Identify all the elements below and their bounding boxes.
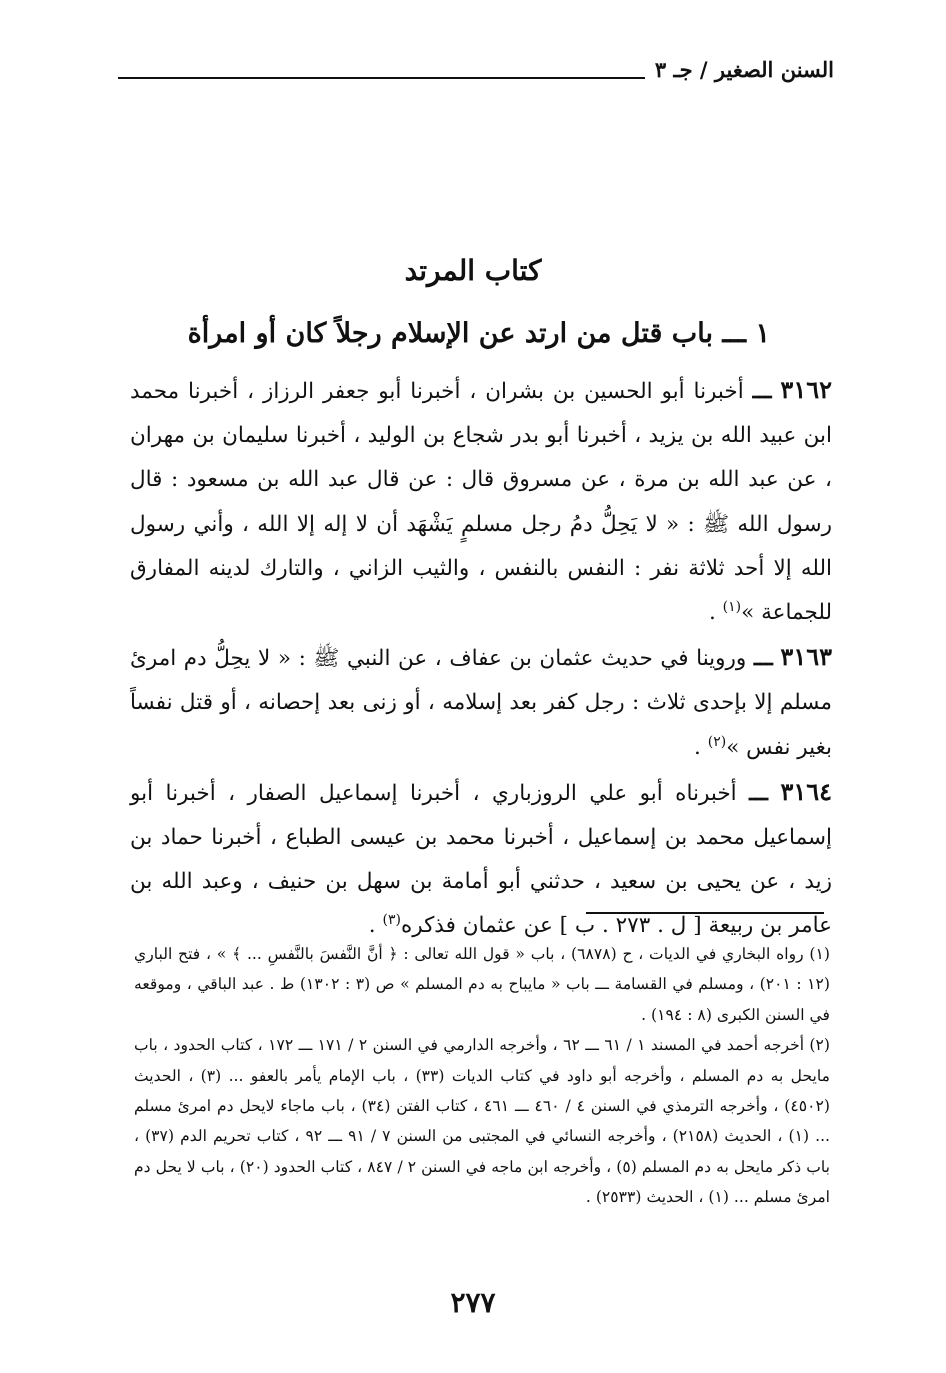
running-header: [118, 48, 834, 82]
hadith-number: ٣١٦٤: [780, 776, 833, 806]
page-number: ٢٧٧: [450, 1286, 496, 1319]
footnote-ref: (٢): [707, 733, 727, 750]
hadith-dash: ـــ: [749, 780, 768, 806]
chapter-title: ١ ـــ باب قتل من ارتد عن الإسلام رجلاً كان أو امرأة: [187, 318, 770, 349]
hadith-number: ٣١٦٢: [780, 375, 832, 404]
hadith-3162: ٣١٦٢ ـــ أخبرنا أبو الحسين بن بشران ، أخبرنا أبو جعفر الرزاز ، أخبرنا محمد ابن عبيد الله بن يزيد ، أخبرنا أبو بدر شجاع بن الوليد ، أخبرنا سليمان بن مهران ، عن عبد الله بن مرة ، عن مسروق قال : عن قال عبد الله بن مسعود : قال رسول الله ﷺ : « لا يَحِلُّ دمُ رجل مسلمٍ يَشْهَد أن لا إله إلا الله ، وأني رسول الله إلا أحد ثلاثة نفر : النفس بالنفس ، والثيب الزاني ، والتارك لدينه المفارق للجماعة »$^{(١)}$ .: [130, 375, 832, 626]
footnote-ref: (٣): [382, 912, 401, 929]
hadith-3164: ٣١٦٤ ـــ أخبرناه أبو علي الروزباري ، أخبرنا إسماعيل الصفار ، أخبرنا أبو إسماعيل محمد بن إسماعيل ، أخبرنا محمد بن عيسى الطباع ، أخبرنا حماد بن زيد ، عن يحيى بن سعيد ، حدثني أبو أمامة بن سهل بن حنيف ، وعبد الله بن عامر بن ربيعة [ ل . ٢٧٣ . ب ] عن عثمان فذكره$^{(٣)}$ .: [130, 776, 833, 939]
hadith-dash: ـــ: [753, 646, 773, 672]
footnotes: [134, 939, 830, 1213]
footnote-2: (٢) أخرجه أحمد في المسند ١ / ٦١ ـــ ٦٢ ، وأخرجه الدارمي في السنن ٢ / ١٧١ ـــ ١٧٢ ، كتاب الحدود ، باب مايحل به دم المسلم ، وأخرجه أبو داود في كتاب الديات (٣٣) ، باب الإمام يأمر بالعفو ... (٣) ، الحديث (٤٥٠٢) ، وأخرجه الترمذي في السنن ٤ / ٤٦٠ ـــ ٤٦١ ، كتاب الفتن (٣٤) ، باب ماجاء لايحل دم امرئ مسلم ... (١) ، الحديث (٢١٥٨) ، وأخرجه النسائي في المجتبى من السنن ٧ / ٩١ ـــ ٩٢ ، كتاب تحريم الدم (٣٧) ، باب ذكر مايحل به دم المسلم (٥) ، وأخرجه ابن ماجه في السنن ٢ / ٨٤٧ ، كتاب الحدود (٢٠) ، باب لا يحل دم امرئ مسلم ... (١) ، الحديث (٢٥٣٣) .: [134, 1036, 830, 1207]
hadith-3163: ٣١٦٣ ـــ وروينا في حديث عثمان بن عفاف ، عن النبي ﷺ : « لا يحِلُّ دم امرئ مسلم إلا بإحدى ثلاث : رجل كفر بعد إسلامه ، أو زنى بعد إحصانه ، أو قتل نفساً بغير نفس »$^{(٢)}$ .: [130, 642, 832, 760]
hadith-text: أخبرنا أبو الحسين بن بشران ، أخبرنا أبو جعفر الرزاز ، أخبرنا محمد ابن عبيد الله بن يزيد ، أخبرنا أبو بدر شجاع بن الوليد ، أخبرنا سليمان بن مهران ، عن عبد الله بن مرة ، عن مسروق قال : عن قال عبد الله بن مسعود : قال رسول الله ﷺ : « لا يَحِلُّ دمُ رجل مسلمٍ يَشْهَد أن لا إله إلا الله ، وأني رسول الله إلا أحد ثلاثة نفر : النفس بالنفس ، والثيب الزاني ، والتارك لدينه المفارق للجماعة »: [130, 379, 832, 626]
footnote-1: (١) رواه البخاري في الديات ، ح (٦٨٧٨) ، باب « قول الله تعالى : ﴿ أنَّ النَّفسَ بالنَّفسِ ... ﴾ » ، فتح الباري (١٢ : ٢٠١) ، ومسلم في القسامة ـــ باب « مايباح به دم المسلم » ص (٣ : ١٣٠٢) ط . عبد الباقي ، وموقعه في السنن الكبرى (٨ : ١٩٤) .: [134, 945, 830, 1024]
main-text: [130, 368, 832, 949]
footnote-divider: [586, 912, 824, 914]
book-title: كتاب المرتد: [404, 254, 542, 287]
hadith-number: ٣١٦٣: [780, 642, 832, 672]
hadith-dash: ـــ: [752, 379, 772, 404]
running-header-title: السنن الصغير / جـ ٣: [654, 57, 834, 82]
hadith-text: أخبرناه أبو علي الروزباري ، أخبرنا إسماعيل الصفار ، أخبرنا أبو إسماعيل محمد بن إسماعيل ، أخبرنا محمد بن عيسى الطباع ، أخبرنا حماد بن زيد ، عن يحيى بن سعيد ، حدثني أبو أمامة بن سهل بن حنيف ، وعبد الله بن عامر بن ربيعة [ ل . ٢٧٣ . ب ] عن عثمان فذكره: [130, 780, 832, 939]
header-rule: [118, 77, 645, 79]
footnote-ref: (١): [722, 598, 742, 615]
hadith-text: وروينا في حديث عثمان بن عفاف ، عن النبي ﷺ : « لا يحِلُّ دم امرئ مسلم إلا بإحدى ثلاث : رجل كفر بعد إسلامه ، أو زنى بعد إحصانه ، أو قتل نفساً بغير نفس »: [130, 646, 832, 760]
